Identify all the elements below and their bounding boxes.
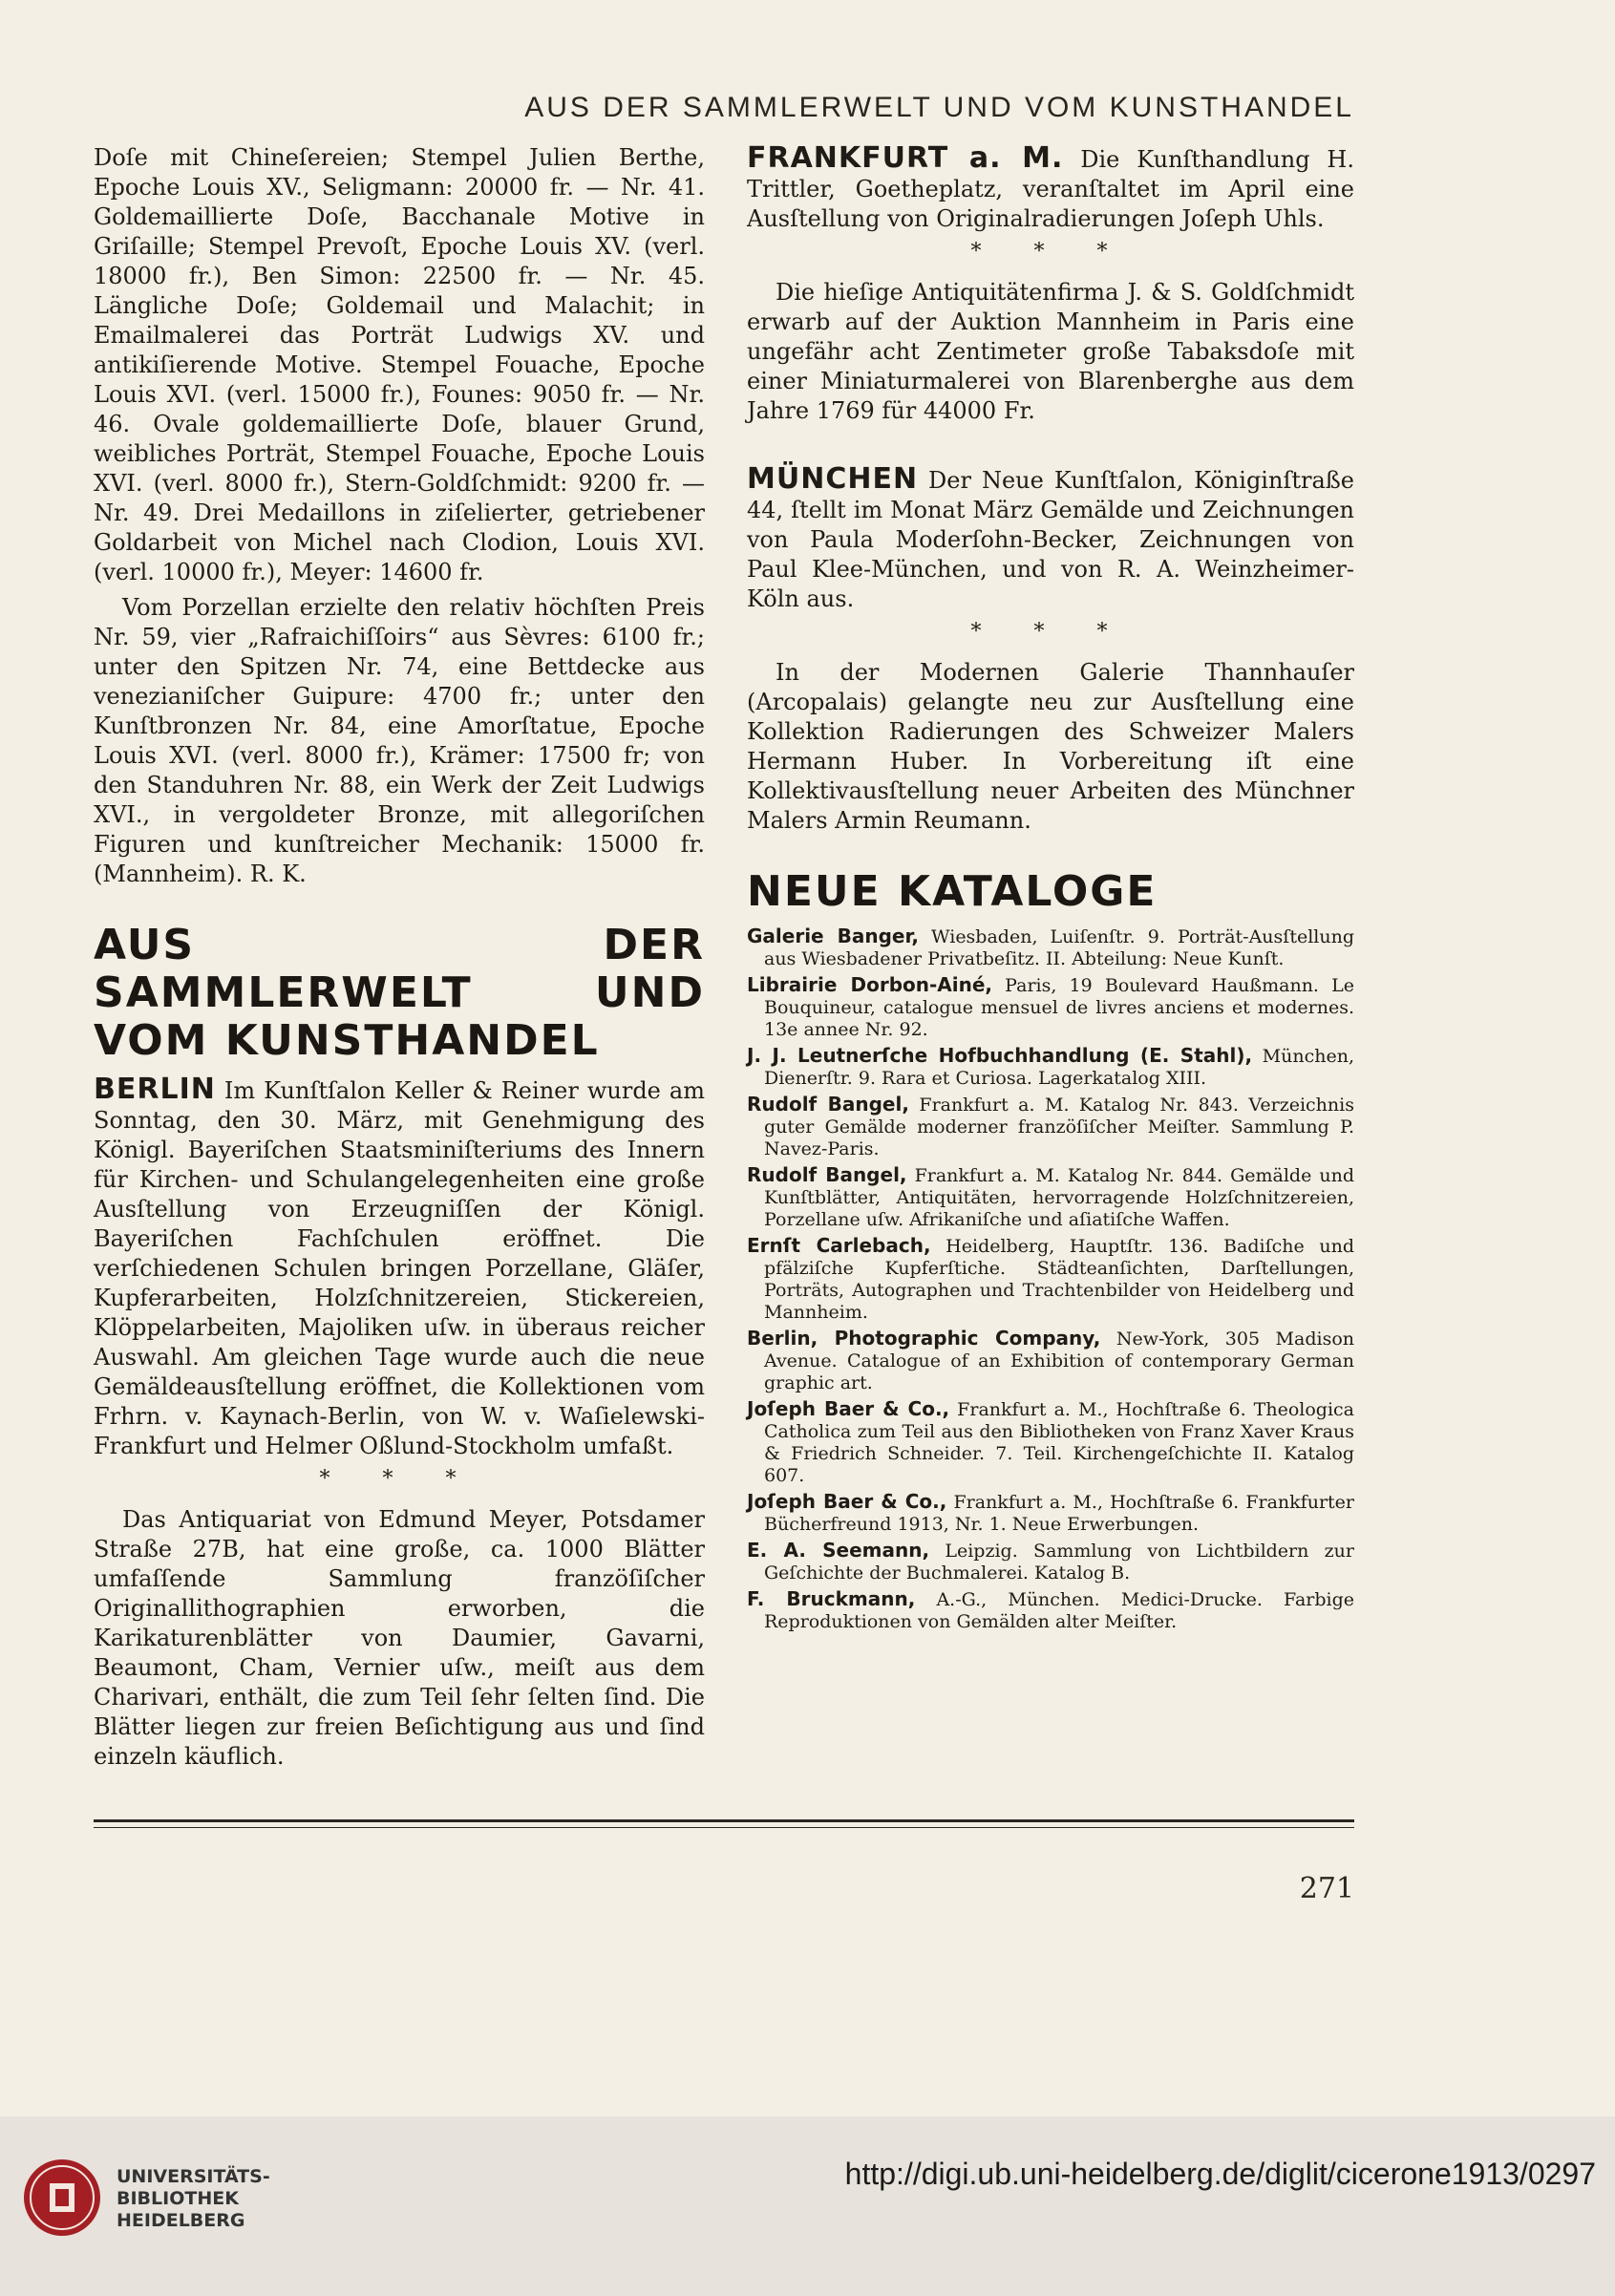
separator-stars: * * * [970, 620, 1131, 644]
left-column [94, 143, 705, 1772]
paragraph-thannhauser: In der Modernen Galerie Thannhauſer (Arcopalais) gelangte neu zur Ausſtellung eine Kollektion Radierungen des Schweizer Malers Hermann Huber. In Vorbereitung iſt eine Kollektivausſtellung neuer Arbeiten des Münchner Malers Armin Reumann. [747, 659, 1354, 834]
paragraph-antiquariat: Das Antiquariat von Edmund Meyer, Potsdamer Straße 27B, hat eine große, ca. 1000 Blätter umfaſſende Sammlung franzöſiſcher Originallithographien erworben, die Karikaturenblätter von Daumier, Gavarni, Beaumont, Cham, Vernier uſw., meiſt aus dem Charivari, enthält, die zum Teil ſehr ſelten ſind. Die Blätter liegen zur freien Beſichtigung aus und ſind einzeln käuflich. [94, 1506, 705, 1770]
berlin-text: Im Kunſtſalon Keller & Reiner wurde am Sonntag, den 30. März, mit Genehmigung des Königl. Bayeriſchen Staatsminiſteriums des Innern für Kirchen- und Schulangelegenheiten eine große Ausſtellung von Erzeugniſſen der Königl. Bayeriſchen Fachſchulen eröffnet. Die verſchiedenen Schulen bringen Porzellane, Gläſer, Kupferarbeiten, Holzſchnitzereien, Stickereien, Klöppelarbeiten, Majoliken uſw. in überaus reicher Auswahl. Am gleichen Tage wurde auch die neue Gemäldeausſtellung eröffnet, die Kollektionen vom Frhrn. v. Kaynach-Berlin, von W. v. Waſielewski-Frankfurt und Helmer Oßlund-Stockholm umfaßt. [94, 1077, 705, 1459]
catalog-entry [747, 925, 1354, 970]
catalog-entry [747, 1398, 1354, 1487]
catalog-firm: Rudolf Bangel, [747, 1093, 909, 1116]
catalog-text: Wiesbaden, Luiſenſtr. 9. Porträt-Ausſtellung aus Wiesbadener Privatbeſitz. II. Abteilung: Neue Kunſt. [764, 926, 1354, 969]
muenchen-text: Der Neue Kunſtſalon, Königinſtraße 44, ſtellt im Monat März Gemälde und Zeichnungen von Paula Moderſohn-Becker, Zeichnungen von Paul Klee-München, und von R. A. Weinzheimer-Köln aus. [747, 467, 1354, 612]
section-title: AUS DER SAMMLERWELT UND VOM KUNSTHANDEL [94, 921, 705, 1065]
catalog-entry [747, 1491, 1354, 1536]
place-muenchen: MÜNCHEN [747, 462, 919, 496]
catalog-firm: J. J. Leutnerſche Hofbuchhandlung (E. Stahl), [747, 1044, 1253, 1067]
library-name [117, 2166, 270, 2232]
catalog-firm: Librairie Dorbon-Ainé, [747, 973, 993, 996]
place-berlin: BERLIN [94, 1073, 216, 1106]
catalog-firm: F. Bruckmann, [747, 1587, 916, 1610]
catalog-text: Frankfurt a. M., Hochſtraße 6. Frankfurter Bücherfreund 1913, Nr. 1. Neue Erwerbungen. [764, 1492, 1354, 1535]
catalog-text: A.-G., München. Medici-Drucke. Farbige Reproduktionen von Gemälden alter Meiſter. [764, 1589, 1354, 1632]
library-name-line: UNIVERSITÄTS- [117, 2166, 270, 2187]
catalog-entry [747, 1328, 1354, 1394]
paragraph-frankfurt [747, 143, 1354, 234]
catalog-firm: Rudolf Bangel, [747, 1163, 907, 1186]
page-number: 271 [1299, 1872, 1354, 1905]
frankfurt-text: Die Kunſthandlung H. Trittler, Goetheplatz, veranſtaltet im April eine Ausſtellung von Originalradierungen Joſeph Uhls. [747, 146, 1354, 232]
source-url[interactable]: http://digi.ub.uni-heidelberg.de/diglit/cicerone1913/0297 [844, 2157, 1596, 2191]
catalog-title: NEUE KATALOGE [747, 867, 1158, 916]
catalog-text: New-York, 305 Madison Avenue. Catalogue of an Exhibition of contemporary German graphic art. [764, 1329, 1354, 1393]
rule-thick [94, 1819, 1354, 1822]
catalog-firm: Joſeph Baer & Co., [747, 1490, 947, 1513]
catalog-text: Frankfurt a. M. Katalog Nr. 844. Gemälde und Kunſtblätter, Antiquitäten, hervorragende Holzſchnitzereien, Porzellane uſw. Afrikaniſche und aſiatiſche Waffen. [764, 1165, 1354, 1230]
catalog-entry [747, 1045, 1354, 1090]
right-column [747, 143, 1354, 1637]
catalog-firm: Berlin, Photographic Company, [747, 1327, 1101, 1350]
separator-stars: * * * [319, 1467, 479, 1491]
paragraph-muenchen [747, 464, 1354, 614]
place-frankfurt: FRANKFURT a. M. [747, 141, 1064, 175]
catalog-firm: Joſeph Baer & Co., [747, 1397, 950, 1420]
catalog-firm: E. A. Seemann, [747, 1539, 930, 1562]
catalog-text: Paris, 19 Boulevard Haußmann. Le Bouquineur, catalogue mensuel de livres anciens et modernes. 13e annee Nr. 92. [764, 975, 1354, 1040]
rule-thin [94, 1827, 1354, 1828]
running-head: AUS DER SAMMLERWELT UND VOM KUNSTHANDEL [524, 92, 1354, 123]
digitization-footer [0, 2116, 1615, 2296]
paragraph-porcelain: Vom Porzellan erzielte den relativ höchſten Preis Nr. 59, vier „Rafraichiſſoirs“ aus Sèvres: 6100 fr.; unter den Spitzen Nr. 74, eine Bettdecke aus venezianiſcher Guipure: 4700 fr.; unter den Kunſtbronzen Nr. 84, eine Amorſtatue, Epoche Louis XVI. (verl. 8000 fr.), Krämer: 17500 fr; von den Standuhren Nr. 88, ein Werk der Zeit Ludwigs XVI., in vergoldeter Bronze, mit allegoriſchen Figuren und kunſtreicher Mechanik: 15000 fr. (Mannheim). R. K. [94, 594, 705, 887]
paragraph-auction-list: Doſe mit Chineſereien; Stempel Julien Berthe, Epoche Louis XV., Seligmann: 20000 fr. — Nr. 41. Goldemaillierte Doſe, Bacchanale Motive in Griſaille; Stempel Prevoſt, Epoche Louis XV. (verl. 18000 fr.), Ben Simon: 22500 fr. — Nr. 45. Längliche Doſe; Goldemail und Malachit; in Emailmalerei das Porträt Ludwigs XV. und antikiſierende Motive. Stempel Fouache, Epoche Louis XVI. (verl. 15000 fr.), Founes: 9050 fr. — Nr. 46. Ovale goldemaillierte Doſe, blauer Grund, weibliches Porträt, Stempel Fouache, Epoche Louis XVI. (verl. 8000 fr.), Stern-Goldſchmidt: 9200 fr. — Nr. 49. Drei Medaillons in ziſelierter, getriebener Goldarbeit von Michel nach Clodion, Louis XVI. (verl. 10000 fr.), Meyer: 14600 fr. [94, 144, 705, 585]
catalog-entry [747, 1094, 1354, 1160]
catalog-firm: Ernſt Carlebach, [747, 1234, 931, 1257]
bottom-rule [94, 1819, 1354, 1828]
catalog-entry [747, 1588, 1354, 1633]
catalog-list [747, 925, 1354, 1633]
catalog-text: Heidelberg, Hauptſtr. 136. Badiſche und pfälziſche Kupferſtiche. Städteanſichten, Darſtellungen, Porträts, Autographen und Trachtenbilder von Heidelberg und Mannheim. [764, 1236, 1354, 1323]
catalog-text: Frankfurt a. M. Katalog Nr. 843. Verzeichnis guter Gemälde moderner franzöſiſcher Meiſter. Sammlung P. Navez-Paris. [764, 1095, 1354, 1159]
catalog-entry [747, 1164, 1354, 1231]
catalog-text: München, Dienerſtr. 9. Rara et Curiosa. Lagerkatalog XIII. [764, 1046, 1354, 1089]
paragraph-goldschmidt: Die hieſige Antiquitätenfirma J. & S. Goldſchmidt erwarb auf der Auktion Mannheim in Paris eine ungefähr acht Zentimeter große Tabaksdoſe mit einer Miniaturmalerei von Blarenberghe aus dem Jahre 1769 für 44000 Fr. [747, 279, 1354, 424]
university-library-seal-icon [21, 2157, 103, 2239]
catalog-entry [747, 1235, 1354, 1324]
catalog-firm: Galerie Banger, [747, 925, 919, 947]
catalog-text: Frankfurt a. M., Hochſtraße 6. Theologica Catholica zum Teil aus den Bibliotheken von Franz Xaver Kraus & Friedrich Schneider. 7. Teil. Kirchengeſchichte II. Katalog 607. [764, 1399, 1354, 1486]
separator-stars: * * * [970, 240, 1131, 264]
catalog-entry [747, 1540, 1354, 1584]
paragraph-berlin [94, 1074, 705, 1461]
library-name-line: HEIDELBERG [117, 2210, 245, 2231]
catalog-text: Leipzig. Sammlung von Lichtbildern zur Geſchichte der Buchmalerei. Katalog B. [764, 1541, 1354, 1584]
library-name-line: BIBLIOTHEK [117, 2188, 239, 2209]
catalog-entry [747, 974, 1354, 1041]
